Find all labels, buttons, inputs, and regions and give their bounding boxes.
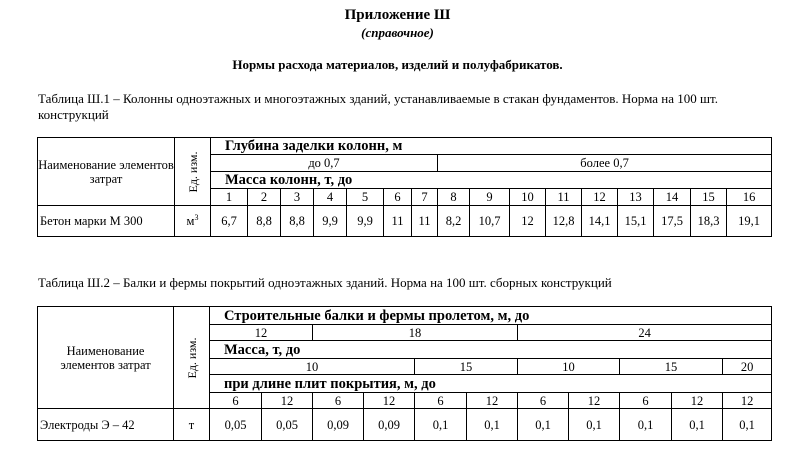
- table2-row-value: 0,1: [723, 409, 772, 441]
- table1-depth-header: Глубина заделки колонн, м: [211, 138, 772, 155]
- table1-mass-value: 13: [618, 189, 654, 206]
- table2-row-unit: т: [174, 409, 210, 441]
- table1-mass-value: 10: [510, 189, 546, 206]
- table2-row-value: 0,09: [364, 409, 415, 441]
- table1-row-value: 12: [510, 206, 546, 237]
- appendix-subtitle: (справочное): [361, 25, 434, 40]
- table2-row-value: 0,05: [210, 409, 262, 441]
- table1-mass-value: 11: [546, 189, 582, 206]
- table2-length-value: 6: [210, 393, 262, 409]
- table2-length-header: при длине плит покрытия, м, до: [210, 375, 772, 393]
- table1-row-value: 10,7: [470, 206, 510, 237]
- table1: [37, 137, 772, 237]
- table1-depth-group: до 0,7: [211, 155, 438, 172]
- table2-mass-header: Масса, т, до: [210, 341, 772, 359]
- table1-mass-value: 16: [727, 189, 772, 206]
- table2-mass-value: 20: [723, 359, 772, 375]
- table1-row-value: 11: [412, 206, 438, 237]
- table2-span-value: 18: [313, 325, 518, 341]
- table1-mass-value: 8: [438, 189, 470, 206]
- appendix-title: Приложение Ш: [344, 7, 451, 23]
- table1-row-value: 11: [384, 206, 412, 237]
- table1-row-value: 6,7: [211, 206, 248, 237]
- table1-mass-value: 5: [347, 189, 384, 206]
- table1-mass-value: 15: [691, 189, 727, 206]
- table1-mass-value: 4: [314, 189, 347, 206]
- table1-row-value: 8,2: [438, 206, 470, 237]
- table1-row-value: 12,8: [546, 206, 582, 237]
- table1-caption: Таблица Ш.1 – Колонны одноэтажных и многоэтажных зданий, устанавливаемые в стакан фундаментов. Норма на 100 шт. конструкций: [38, 91, 718, 122]
- table2-length-value: 12: [723, 393, 772, 409]
- table1-row-name: Бетон марки М 300: [38, 206, 175, 237]
- table1-row-unit: $м^3$: [175, 206, 211, 237]
- table2-row-name: Электроды Э – 42: [38, 409, 174, 441]
- table2: [37, 306, 772, 441]
- table1-mass-header: Масса колонн, т, до: [211, 172, 772, 189]
- table2-length-value: 6: [518, 393, 569, 409]
- table2-length-value: 12: [364, 393, 415, 409]
- table2-length-value: 6: [620, 393, 672, 409]
- table2-length-value: 12: [262, 393, 313, 409]
- table2-row-value: 0,1: [518, 409, 569, 441]
- table2-row-value: 0,1: [672, 409, 723, 441]
- table1-mass-value: 3: [281, 189, 314, 206]
- table2-length-value: 12: [672, 393, 723, 409]
- table2-span-value: 24: [518, 325, 772, 341]
- table2-row-value: 0,1: [569, 409, 620, 441]
- table2-length-value: 6: [415, 393, 467, 409]
- table2-row-value: 0,1: [415, 409, 467, 441]
- table2-length-value: 12: [569, 393, 620, 409]
- table2-mass-value: 15: [415, 359, 518, 375]
- table2-name-header: Наименование элементов затрат: [38, 307, 174, 409]
- table2-length-value: 12: [467, 393, 518, 409]
- table2-span-value: 12: [210, 325, 313, 341]
- table1-row-value: 8,8: [281, 206, 314, 237]
- table1-depth-group: более 0,7: [438, 155, 772, 172]
- table1-mass-value: 9: [470, 189, 510, 206]
- table1-mass-value: 7: [412, 189, 438, 206]
- table1-row-value: 19,1: [727, 206, 772, 237]
- table2-mass-value: 15: [620, 359, 723, 375]
- table2-caption: Таблица Ш.2 – Балки и фермы покрытий одноэтажных зданий. Норма на 100 шт. сборных конструкций: [38, 275, 612, 290]
- table2-span-header: Строительные балки и фермы пролетом, м, до: [210, 307, 772, 325]
- table1-row-value: 9,9: [314, 206, 347, 237]
- table1-unit-header: Ед. изм.: [175, 138, 211, 206]
- table2-row-value: 0,05: [262, 409, 313, 441]
- table1-row-value: 17,5: [654, 206, 691, 237]
- table1-row-value: 14,1: [582, 206, 618, 237]
- table1-mass-value: 1: [211, 189, 248, 206]
- section-heading: Нормы расхода материалов, изделий и полуфабрикатов.: [232, 57, 563, 72]
- table1-mass-value: 2: [248, 189, 281, 206]
- table1-row-value: 18,3: [691, 206, 727, 237]
- table1-row-value: 9,9: [347, 206, 384, 237]
- table2-length-value: 6: [313, 393, 364, 409]
- table2-unit-header: Ед. изм.: [174, 307, 210, 409]
- table2-row-value: 0,1: [620, 409, 672, 441]
- table1-row-value: 8,8: [248, 206, 281, 237]
- table2-mass-value: 10: [210, 359, 415, 375]
- table2-row-value: 0,1: [467, 409, 518, 441]
- table2-mass-value: 10: [518, 359, 620, 375]
- table1-name-header: Наименование элементов затрат: [38, 138, 175, 206]
- table1-mass-value: 12: [582, 189, 618, 206]
- table1-row-value: 15,1: [618, 206, 654, 237]
- table1-mass-value: 14: [654, 189, 691, 206]
- table1-mass-value: 6: [384, 189, 412, 206]
- table2-row-value: 0,09: [313, 409, 364, 441]
